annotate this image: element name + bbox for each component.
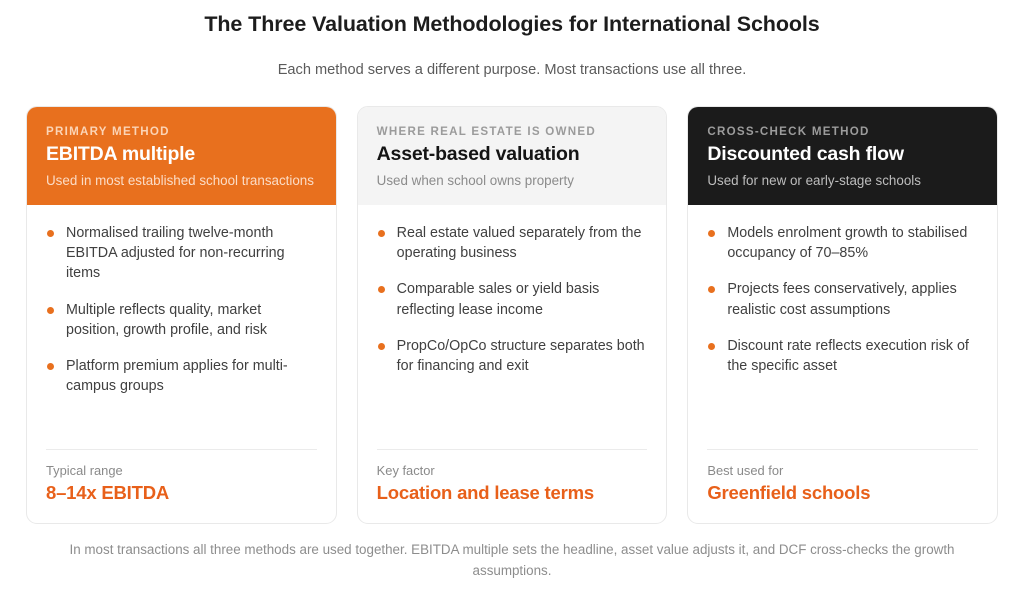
list-item-text: PropCo/OpCo structure separates both for financing and exit xyxy=(396,337,645,375)
list-item xyxy=(707,279,978,320)
list-item-text: Discount rate reflects execution risk of the specific asset xyxy=(727,337,969,375)
card-subtitle: Used for new or early-stage schools xyxy=(707,172,921,188)
list-item xyxy=(46,356,317,397)
card-title: Asset-based valuation xyxy=(376,143,580,166)
card-bullet-list xyxy=(46,223,317,433)
card-bullet-list xyxy=(707,223,978,433)
bullet-dot-icon xyxy=(378,343,385,350)
list-item xyxy=(377,336,648,377)
list-item xyxy=(377,279,648,320)
bullet-dot-icon xyxy=(47,230,54,237)
card-body xyxy=(27,205,336,523)
method-card-discounted-cash-flow xyxy=(687,106,998,524)
card-subtitle: Used in most established school transactions xyxy=(46,172,314,188)
card-header-cross-check-method xyxy=(688,107,997,205)
card-header-where-real-estate-is-owned xyxy=(358,107,667,205)
card-eyebrow: WHERE REAL ESTATE IS OWNED xyxy=(376,124,596,138)
method-card-asset-based-valuation xyxy=(357,106,668,524)
card-footer xyxy=(46,449,317,523)
card-subtitle: Used when school owns property xyxy=(376,172,574,188)
list-item-text: Projects fees conservatively, applies realistic cost assumptions xyxy=(727,281,957,318)
list-item-text: Comparable sales or yield basis reflecting lease income xyxy=(396,281,600,318)
list-item-text: Models enrolment growth to stabilised occupancy of 70–85% xyxy=(727,224,968,261)
list-item-text: Real estate valued separately from the operating business xyxy=(396,224,642,261)
bullet-dot-icon xyxy=(47,307,54,314)
bullet-dot-icon xyxy=(47,363,54,370)
method-cards-row xyxy=(26,106,998,524)
bullet-dot-icon xyxy=(708,286,715,293)
card-header-primary-method xyxy=(27,107,336,205)
bullet-dot-icon xyxy=(708,230,715,237)
card-eyebrow: PRIMARY METHOD xyxy=(46,124,170,138)
card-eyebrow: CROSS-CHECK METHOD xyxy=(707,124,870,138)
list-item xyxy=(707,336,978,377)
list-item xyxy=(707,223,978,264)
card-title: EBITDA multiple xyxy=(46,143,196,166)
list-item-text: Multiple reflects quality, market position, growth profile, and risk xyxy=(66,301,268,338)
list-item-text: Normalised trailing twelve-month EBITDA adjusted for non-recurring items xyxy=(66,224,285,282)
card-body xyxy=(358,205,667,523)
page-footnote: In most transactions all three methods are used together. EBITDA multiple sets the headline, asset value adjusts it, and DCF cross-checks the growth assumptions. xyxy=(69,541,955,578)
card-bullet-list xyxy=(377,223,648,433)
card-footer-label: Best used for xyxy=(707,462,784,478)
page-title: The Three Valuation Methodologies for International Schools xyxy=(204,12,820,36)
list-item xyxy=(46,223,317,284)
list-item xyxy=(46,300,317,341)
list-item xyxy=(377,223,648,264)
card-footer-value: Greenfield schools xyxy=(707,482,871,504)
card-footer-value: Location and lease terms xyxy=(376,482,594,504)
bullet-dot-icon xyxy=(378,286,385,293)
card-body xyxy=(688,205,997,523)
list-item-text: Platform premium applies for multi-campus groups xyxy=(66,358,288,395)
card-footer-label: Typical range xyxy=(46,462,123,478)
card-footer-value: 8–14x EBITDA xyxy=(46,482,170,504)
bullet-dot-icon xyxy=(708,343,715,350)
card-footer-label: Key factor xyxy=(376,462,435,478)
bullet-dot-icon xyxy=(378,230,385,237)
method-card-ebitda-multiple xyxy=(26,106,337,524)
page-subtitle: Each method serves a different purpose. Most transactions use all three. xyxy=(277,61,747,78)
card-title: Discounted cash flow xyxy=(707,143,904,166)
card-footer xyxy=(707,449,978,523)
card-footer xyxy=(377,449,648,523)
